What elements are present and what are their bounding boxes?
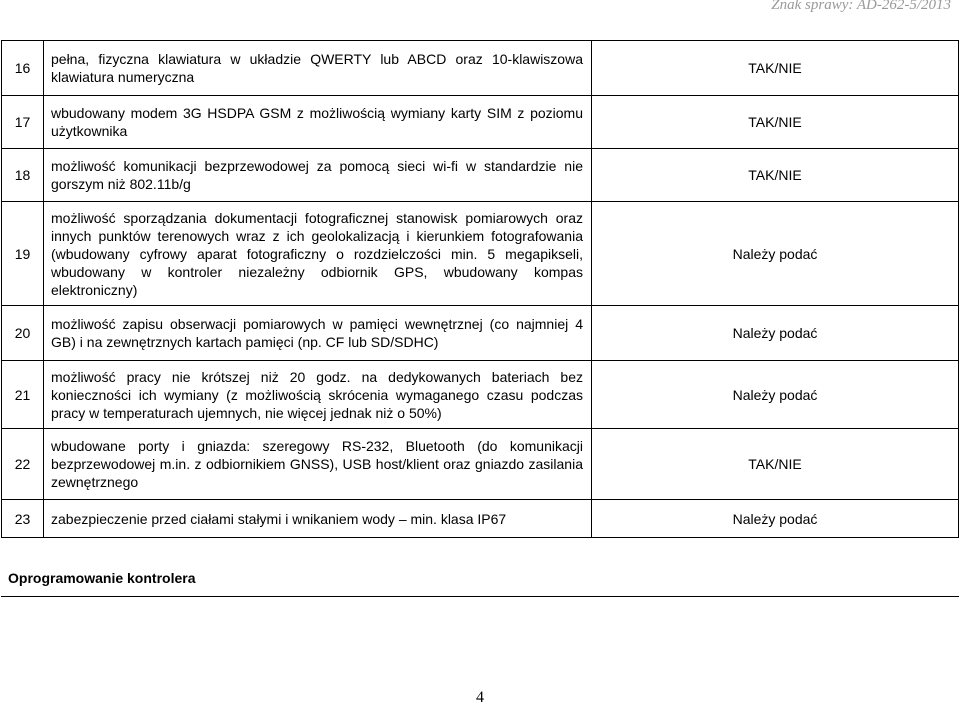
- answer-format: Należy podać: [592, 361, 959, 429]
- answer-format: TAK/NIE: [592, 149, 959, 202]
- answer-format: Należy podać: [592, 202, 959, 306]
- table-row: [2, 306, 959, 361]
- answer-format: Należy podać: [592, 306, 959, 361]
- row-number: 22: [2, 429, 44, 500]
- requirement-description: możliwość zapisu obserwacji pomiarowych w pamięci wewnętrznej (co najmniej 4 GB) i na zewnętrznych kartach pamięci (np. CF lub SD/SDHC): [44, 306, 592, 361]
- row-number: 23: [2, 500, 44, 538]
- specification-table: [1, 40, 959, 538]
- answer-format: TAK/NIE: [592, 429, 959, 500]
- row-number: 17: [2, 96, 44, 149]
- table-row: [2, 96, 959, 149]
- requirement-description: możliwość pracy nie krótszej niż 20 godz. na dedykowanych bateriach bez konieczności ich wymiany (z możliwością skrócenia wymaganego czasu podczas pracy w temperaturach ujemnych, nie więcej jednak niż o 50%): [44, 361, 592, 429]
- requirement-description: pełna, fizyczna klawiatura w układzie QWERTY lub ABCD oraz 10-klawiszowa klawiatura numeryczna: [44, 41, 592, 96]
- page-number: 4: [476, 689, 484, 706]
- requirement-description: wbudowane porty i gniazda: szeregowy RS-232, Bluetooth (do komunikacji bezprzewodowej m.in. z odbiornikiem GNSS), USB host/klient oraz gniazdo zasilania zewnętrznego: [44, 429, 592, 500]
- row-number: 21: [2, 361, 44, 429]
- answer-format: TAK/NIE: [592, 41, 959, 96]
- requirement-description: możliwość sporządzania dokumentacji fotograficznej stanowisk pomiarowych oraz innych punktów terenowych wraz z ich geolokalizacją i kierunkiem fotografowania (wbudowany cyfrowy aparat fotograficzny o rozdzielczości min. 5 megapikseli, wbudowany w kontroler niezależny odbiornik GPS, wbudowany kompas elektroniczny): [44, 202, 592, 306]
- table-row: [2, 202, 959, 306]
- row-number: 18: [2, 149, 44, 202]
- table-row: [2, 41, 959, 96]
- case-number: Znak sprawy: AD-262-5/2013: [771, 0, 951, 13]
- divider: [1, 596, 959, 597]
- requirement-description: możliwość komunikacji bezprzewodowej za pomocą sieci wi-fi w standardzie nie gorszym niż 802.11b/g: [44, 149, 592, 202]
- table-row: [2, 149, 959, 202]
- row-number: 19: [2, 202, 44, 306]
- table-row: [2, 429, 959, 500]
- answer-format: Należy podać: [592, 500, 959, 538]
- answer-format: TAK/NIE: [592, 96, 959, 149]
- requirement-description: wbudowany modem 3G HSDPA GSM z możliwością wymiany karty SIM z poziomu użytkownika: [44, 96, 592, 149]
- section-title: Oprogramowanie kontrolera: [8, 570, 196, 586]
- requirement-description: zabezpieczenie przed ciałami stałymi i wnikaniem wody – min. klasa IP67: [44, 500, 592, 538]
- row-number: 16: [2, 41, 44, 96]
- row-number: 20: [2, 306, 44, 361]
- table-row: [2, 361, 959, 429]
- table-row: [2, 500, 959, 538]
